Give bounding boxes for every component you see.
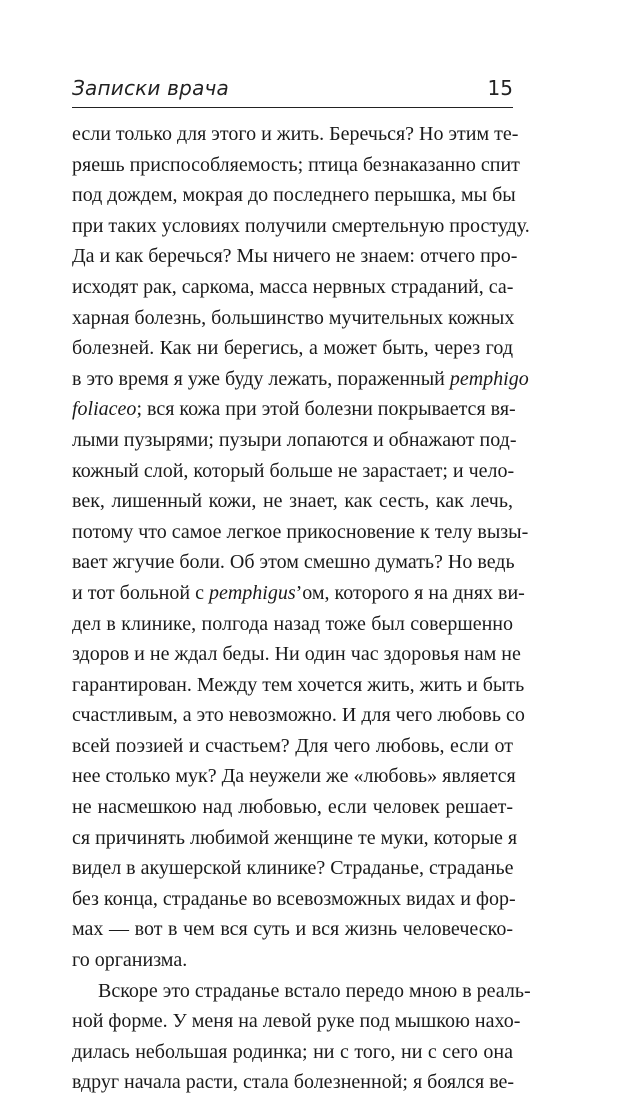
text-segment: видел в акушерской клинике? Страданье, страданье [72,857,514,880]
text-segment: ной форме. У меня на левой руке под мышкою нахо- [72,1010,521,1033]
text-line [72,303,513,334]
text-line [72,578,525,609]
paragraph [72,976,531,1098]
text-segment: ; вся кожа при этой болезни покрывается вя- [136,398,516,421]
text-line [72,1067,513,1098]
text-segment: век, лишенный кожи, не знает, как сесть, как лечь, [72,490,513,513]
text-line [72,1037,513,1068]
running-head [72,74,513,104]
text-line [72,609,513,640]
text-line [72,364,529,395]
body-text [72,119,531,1098]
latin-term: pemphigus [208,581,296,604]
text-line [72,241,518,272]
text-line [72,761,516,792]
text-segment: нее столько мук? Да неужели же «любовь» является [72,765,516,788]
text-line [72,150,520,181]
text-segment: Вскоре это страданье встало передо мною в реаль- [98,979,531,1002]
paragraph [72,119,530,976]
text-segment: мах — вот в чем вся суть и вся жизнь человеческо- [72,918,513,941]
text-line [72,394,516,425]
text-segment: вдруг начала расти, стала болезненной; я боялся ве- [72,1071,515,1094]
text-line [72,333,513,364]
text-line [72,180,516,211]
text-line [72,517,529,548]
text-segment: вает жгучие боли. Об этом смешно думать? Но ведь [72,551,515,574]
page-number: 15 [487,76,513,100]
text-segment: исходят рак, саркома, масса нервных страданий, са- [72,275,514,298]
text-segment: ся причинять любимой женщине те муки, которые я [72,826,518,849]
text-segment: без конца, страданье во всевозможных видах и фор- [72,887,516,910]
text-segment: потому что самое легкое прикосновение к телу вызы- [72,520,529,543]
text-segment: если только для этого и жить. Беречься? Но этим те- [72,123,519,145]
text-segment: болезней. Как ни берегись, а может быть, через год [72,337,513,360]
text-segment: всей поэзией и счастьем? Для чего любовь, если от [72,734,513,757]
text-line [72,914,513,945]
text-line [72,823,518,854]
text-line [72,792,513,823]
text-segment: го организма. [72,949,188,972]
text-segment: в это время я уже буду лежать, пораженный [72,367,450,390]
text-line [72,639,521,670]
text-line [72,731,513,762]
text-segment: Да и как беречься? Мы ничего не знаем: отчего про- [72,245,518,268]
text-segment: здоров и не ждал беды. Ни один час здоровья нам не [72,643,521,666]
header-rule [72,107,513,108]
latin-term: foliaceo [72,398,137,421]
text-line [72,884,516,915]
text-segment: и тот больной с [72,581,209,604]
text-line [72,1006,521,1037]
text-line [72,700,525,731]
text-segment: счастливым, а это невозможно. И для чего любовь со [72,704,525,727]
text-segment: под дождем, мокрая до последнего перышка, мы бы [72,184,516,207]
text-line [72,425,517,456]
text-segment: гарантирован. Между тем хочется жить, жить и быть [72,673,525,696]
text-line [72,976,531,1007]
text-segment: при таких условиях получили смертельную простуду. [72,214,530,237]
text-segment: лыми пузырями; пузыри лопаются и обнажают под- [72,428,517,451]
text-line [72,272,513,303]
text-line [72,456,513,487]
text-line [72,547,513,578]
text-segment: ряешь приспособляемость; птица безнаказанно спит [72,153,520,176]
text-segment: дилась небольшая родинка; ни с того, ни с сего она [72,1040,513,1063]
text-segment: не насмешкою над любовью, если человек решает- [72,796,513,819]
text-segment: кожный слой, который больше не зарастает; и чело- [72,459,515,482]
text-line [72,486,513,517]
text-line [72,211,530,242]
text-line [72,853,513,884]
text-segment: ’ом, которого я на днях ви- [295,581,525,604]
running-head-title: Записки врача [72,76,229,100]
text-segment: харная болезнь, большинство мучительных кожных [72,306,515,329]
latin-term: pemphigo [449,367,529,390]
text-line [72,119,519,150]
text-line [72,945,513,976]
text-line [72,670,525,701]
text-segment: дел в клинике, полгода назад тоже был совершенно [72,612,513,635]
